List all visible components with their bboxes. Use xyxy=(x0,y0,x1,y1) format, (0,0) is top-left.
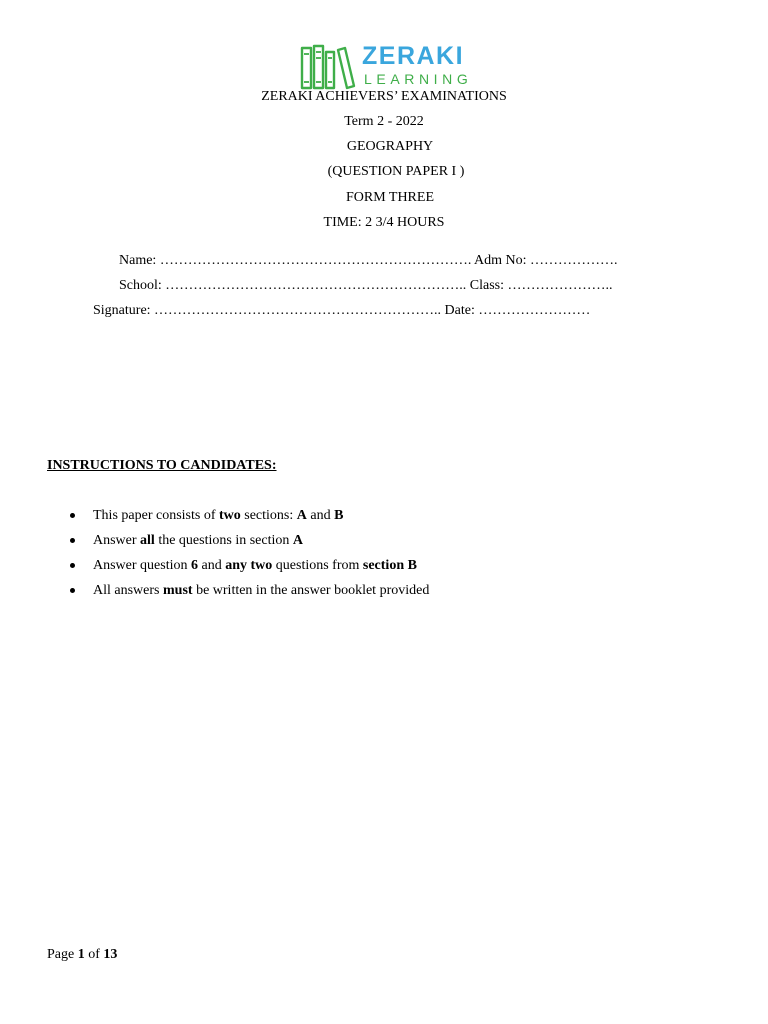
signature-date-field: Signature: …………………………………………………….. Date: …………………… xyxy=(93,303,591,318)
instruction-item xyxy=(47,581,429,606)
page-footer xyxy=(47,947,117,963)
instruction-text: B xyxy=(334,508,344,523)
bullet-icon xyxy=(70,563,75,568)
instruction-text: the questions in section xyxy=(154,533,293,548)
instruction-text: sections: xyxy=(240,508,297,523)
instruction-item xyxy=(47,531,429,556)
exam-subject: GEOGRAPHY xyxy=(346,139,434,154)
instruction-text: must xyxy=(163,583,193,598)
books-icon xyxy=(300,44,356,90)
instruction-text: all xyxy=(140,533,155,548)
exam-time: TIME: 2 3/4 HOURS xyxy=(323,215,445,230)
logo-brand-bottom: LEARNING xyxy=(364,71,473,87)
exam-term: Term 2 - 2022 xyxy=(344,114,424,129)
instruction-text: questions from xyxy=(272,558,363,573)
instruction-text: A xyxy=(292,533,303,548)
page-number: 1 xyxy=(77,947,85,962)
total-pages: 13 xyxy=(103,947,118,962)
instruction-text: section B xyxy=(362,558,417,573)
instruction-text: A xyxy=(296,508,307,523)
instruction-text: This paper consists of xyxy=(93,508,219,523)
bullet-icon xyxy=(70,538,75,543)
name-adm-field: Name: …………………………………………………………. Adm No: ………………. xyxy=(119,253,618,268)
instruction-text: 6 xyxy=(191,558,198,573)
exam-title: ZERAKI ACHIEVERS’ EXAMINATIONS xyxy=(261,89,507,104)
instructions-heading: INSTRUCTIONS TO CANDIDATES: xyxy=(47,458,277,473)
bullet-icon xyxy=(70,588,75,593)
instruction-text: All answers xyxy=(93,583,163,598)
bullet-icon xyxy=(70,513,75,518)
exam-form: FORM THREE xyxy=(345,190,435,205)
instruction-item xyxy=(47,556,429,581)
page-label: Page xyxy=(47,947,75,962)
logo-brand-top: ZERAKI xyxy=(362,42,465,70)
instruction-text: and xyxy=(306,508,335,523)
instructions-list xyxy=(47,506,429,606)
zeraki-logo xyxy=(300,42,490,90)
of-label: of xyxy=(88,947,100,962)
exam-paper: (QUESTION PAPER I ) xyxy=(327,164,465,179)
school-class-field: School: ……………………………………………………….. Class: ………………….. xyxy=(119,278,613,293)
instruction-text: any two xyxy=(225,558,273,573)
instruction-text: be written in the answer booklet provided xyxy=(192,583,430,598)
instruction-text: Answer question xyxy=(93,558,191,573)
instruction-text: two xyxy=(218,508,241,523)
instruction-item xyxy=(47,506,429,531)
instruction-text: and xyxy=(198,558,226,573)
instruction-text: Answer xyxy=(93,533,141,548)
